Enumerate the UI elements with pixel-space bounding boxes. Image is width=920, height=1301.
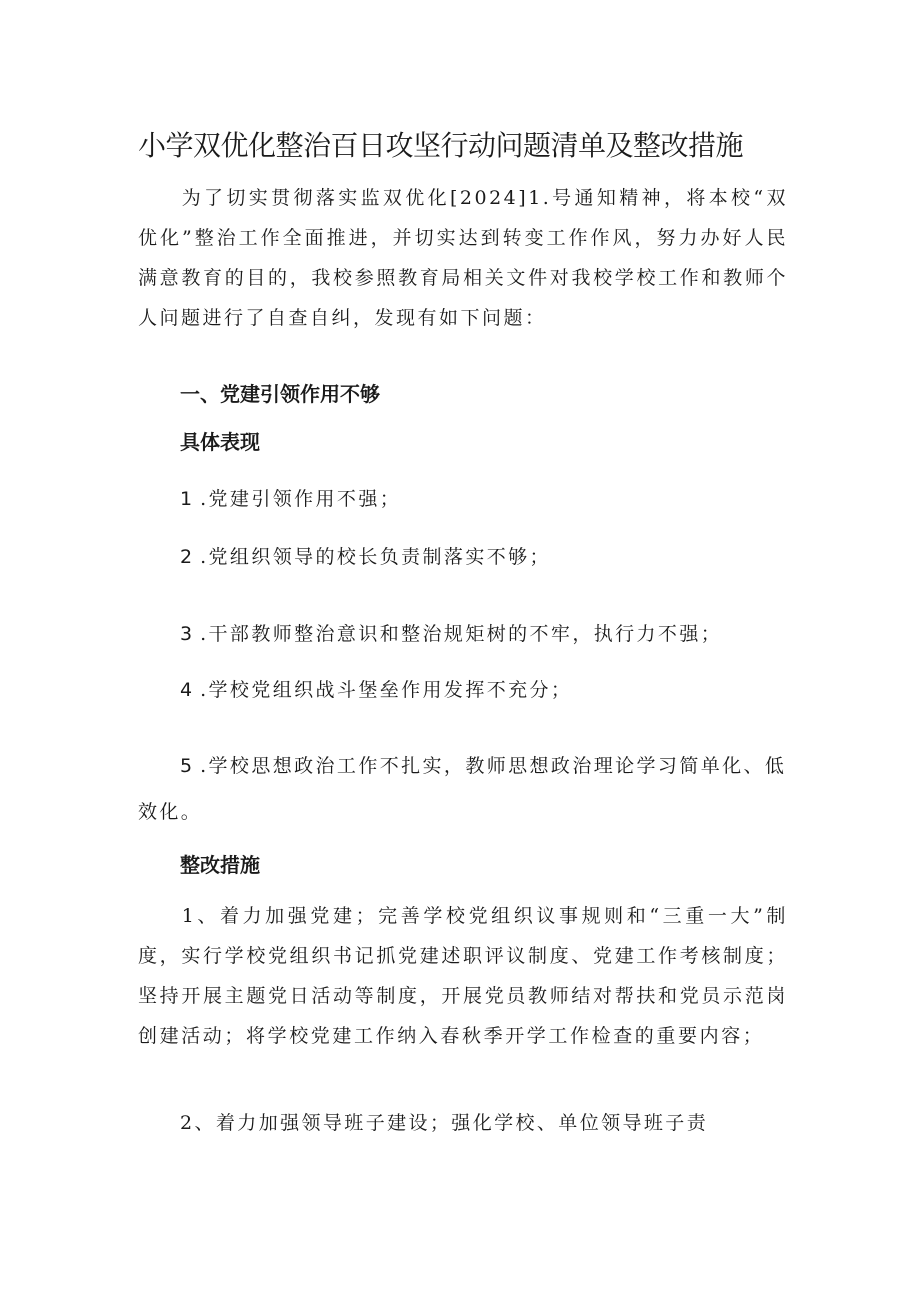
intro-paragraph: 为了切实贯彻落实监双优化[2024]1.号通知精神，将本校“双优化”整治工作全面推进，并切实达到转变工作作风，努力办好人民满意教育的目的，我校参照教育局相关文件对我校学校工作和教师个人问题进行了自查自纠，发现有如下问题： [138, 187, 788, 329]
list-item-number: 5 [180, 755, 193, 777]
list-item-number: 3 [180, 623, 193, 645]
list-item [138, 743, 788, 835]
list-item-text: .党组织领导的校长负责制落实不够； [200, 546, 551, 568]
list-item-text: .学校党组织战斗堡垒作用发挥不充分； [200, 679, 573, 701]
list-item [180, 484, 788, 514]
list-item [180, 675, 788, 705]
measures-subheading: 整改措施 [180, 853, 260, 877]
list-item-number: 2 [180, 546, 193, 568]
manifestation-subheading: 具体表现 [180, 430, 260, 454]
list-item-text: .学校思想政治工作不扎实，教师思想政治理论学习简单化、低效化。 [138, 755, 787, 823]
list-item-number: 1 [180, 488, 193, 510]
section-heading: 一、党建引领作用不够 [180, 382, 380, 406]
measure-paragraph: 2、着力加强领导班子建设；强化学校、单位领导班子责 [180, 1112, 709, 1134]
list-item-number: 4 [180, 679, 193, 701]
list-item [180, 619, 788, 649]
list-item-text: .党建引领作用不强； [200, 488, 402, 510]
document-title: 小学双优化整治百日攻坚行动问题清单及整改措施 [138, 129, 744, 162]
measure-paragraph: 1、着力加强党建；完善学校党组织议事规则和“三重一大”制度，实行学校党组织书记抓党建述职评议制度、党建工作考核制度；坚持开展主题党日活动等制度，开展党员教师结对帮扶和党员示范岗创建活动；将学校党建工作纳入春秋季开学工作检查的重要内容； [138, 905, 788, 1047]
list-item [180, 542, 788, 572]
list-item-text: .干部教师整治意识和整治规矩树的不牢，执行力不强； [200, 623, 723, 645]
